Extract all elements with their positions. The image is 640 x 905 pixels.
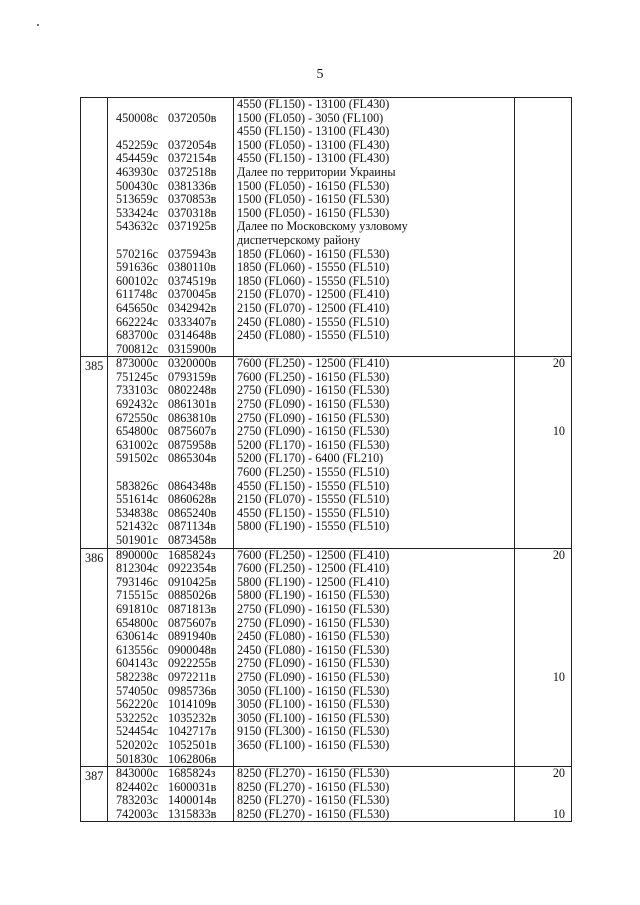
latitude: 533424с [116, 206, 158, 220]
flight-level-range: 7600 (FL250) - 12500 (FL410) [237, 562, 390, 576]
longitude: 0863810в [168, 411, 217, 425]
latitude: 562220с [116, 698, 158, 712]
waypoint-coordinates [108, 302, 233, 316]
waypoint-coordinates [108, 207, 233, 221]
waypoint-coordinates [108, 493, 233, 507]
remark-value [515, 781, 571, 795]
longitude: 0333407в [168, 315, 217, 329]
waypoint-coordinates [108, 220, 233, 234]
remark-value [515, 275, 571, 289]
waypoint-coordinates [108, 166, 233, 180]
remark-value [515, 180, 571, 194]
longitude: 0370045в [168, 288, 217, 302]
latitude: 751245с [116, 370, 158, 384]
latitude: 630614с [116, 630, 158, 644]
remark-value [515, 589, 571, 603]
waypoint-coordinates [108, 562, 233, 576]
waypoint-coordinates [108, 398, 233, 412]
remarks-cell [515, 357, 572, 548]
flight-level-range: 1850 (FL060) - 15550 (FL510) [237, 261, 390, 275]
page-number: 5 [316, 67, 324, 82]
remark-value [515, 452, 571, 466]
flight-level-range: 2750 (FL090) - 16150 (FL530) [237, 602, 390, 616]
waypoint-coordinates [108, 371, 233, 385]
remark-value [515, 98, 571, 112]
flight-level-range: диспетчерскому району [237, 233, 361, 247]
longitude: 0910425в [168, 575, 217, 589]
flight-level-range: 2750 (FL090) - 16150 (FL530) [237, 657, 390, 671]
flight-level-range: 1850 (FL060) - 15550 (FL510) [237, 274, 390, 288]
longitude: 0875958в [168, 438, 217, 452]
longitude: 1685824з [168, 767, 216, 781]
remark-value [515, 234, 571, 248]
flight-level-range: 7600 (FL250) - 12500 (FL410) [237, 548, 390, 562]
flight-level-range: 1500 (FL050) - 3050 (FL100) [237, 111, 384, 125]
flight-levels-cell [234, 767, 515, 822]
waypoint-coordinates [108, 125, 233, 139]
longitude: 0342942в [168, 301, 217, 315]
longitude: 1685824з [168, 548, 216, 562]
waypoint-coordinates [108, 808, 233, 822]
waypoint-coordinates [108, 466, 233, 480]
latitude: 513659с [116, 193, 158, 207]
latitude: 672550с [116, 411, 158, 425]
flight-level-range: Далее по Московскому узловому [237, 220, 408, 234]
remark-value [515, 112, 571, 126]
longitude: 0371925в [168, 220, 217, 234]
route-section [81, 767, 572, 822]
waypoint-coordinates [108, 576, 233, 590]
latitude: 551614с [116, 493, 158, 507]
flight-level-range: 1850 (FL060) - 16150 (FL530) [237, 247, 390, 261]
longitude: 0372518в [168, 165, 217, 179]
remark-value: 10 [552, 425, 565, 439]
longitude: 0372054в [168, 138, 217, 152]
route-number: 386 [81, 548, 108, 767]
waypoint-coordinates [108, 698, 233, 712]
longitude: 1014109в [168, 698, 217, 712]
remark-value [515, 166, 571, 180]
route-table-body [81, 98, 572, 822]
latitude: 742003с [116, 807, 158, 821]
flight-level-range: 1500 (FL050) - 16150 (FL530) [237, 179, 390, 193]
waypoint-coordinates [108, 139, 233, 153]
route-points-cell [108, 548, 234, 767]
waypoint-coordinates [108, 261, 233, 275]
scan-speck [37, 24, 39, 26]
remark-value [515, 412, 571, 426]
latitude: 631002с [116, 438, 158, 452]
latitude: 532252с [116, 711, 158, 725]
remark-value [515, 630, 571, 644]
remark-value [515, 207, 571, 221]
remarks-cell [515, 98, 572, 357]
waypoint-coordinates [108, 534, 233, 548]
remark-value [515, 343, 571, 357]
flight-level-range: 2150 (FL070) - 15550 (FL510) [237, 493, 390, 507]
latitude: 534838с [116, 506, 158, 520]
longitude: 0871813в [168, 602, 217, 616]
latitude: 611748с [116, 288, 158, 302]
remark-value: 20 [552, 357, 565, 371]
remark-value [515, 288, 571, 302]
latitude: 500430с [116, 179, 158, 193]
latitude: 654800с [116, 425, 158, 439]
remark-value [515, 248, 571, 262]
waypoint-coordinates [108, 234, 233, 248]
remark-value [515, 480, 571, 494]
flight-level-range: 2450 (FL080) - 15550 (FL510) [237, 315, 390, 329]
remark-value [515, 398, 571, 412]
flight-level-range: 9150 (FL300) - 16150 (FL530) [237, 725, 390, 739]
route-section [81, 98, 572, 357]
longitude: 0865240в [168, 506, 217, 520]
waypoint-coordinates [108, 603, 233, 617]
longitude: 0315900в [168, 342, 217, 356]
longitude: 1600031в [168, 780, 217, 794]
flight-level-range: 2450 (FL080) - 16150 (FL530) [237, 643, 390, 657]
route-number: 385 [81, 357, 108, 548]
waypoint-coordinates [108, 630, 233, 644]
latitude: 691810с [116, 602, 158, 616]
flight-level-range: 5800 (FL190) - 15550 (FL510) [237, 520, 390, 534]
waypoint-coordinates [108, 357, 233, 371]
longitude: 0314648в [168, 329, 217, 343]
waypoint-coordinates [108, 180, 233, 194]
latitude: 574050с [116, 684, 158, 698]
route-number [81, 98, 108, 357]
waypoint-coordinates [108, 617, 233, 631]
longitude: 1315833в [168, 807, 217, 821]
latitude: 604143с [116, 657, 158, 671]
latitude: 824402с [116, 780, 158, 794]
remark-value [515, 220, 571, 234]
longitude: 0372050в [168, 111, 217, 125]
longitude: 1042717в [168, 725, 217, 739]
remark-value [515, 507, 571, 521]
waypoint-coordinates [108, 316, 233, 330]
waypoint-coordinates [108, 152, 233, 166]
flight-level-range [234, 343, 514, 357]
waypoint-coordinates [108, 343, 233, 357]
flight-level-range: 1500 (FL050) - 13100 (FL430) [237, 138, 390, 152]
flight-level-range [234, 753, 514, 767]
route-number: 387 [81, 767, 108, 822]
longitude: 1062806в [168, 752, 217, 766]
remark-value [515, 329, 571, 343]
flight-level-range: 5800 (FL190) - 16150 (FL530) [237, 589, 390, 603]
remark-value: 20 [552, 767, 565, 781]
remark-value [515, 139, 571, 153]
longitude: 0861301в [168, 398, 217, 412]
latitude: 843000с [116, 767, 158, 781]
flight-level-range: Далее по территории Украины [237, 165, 396, 179]
longitude: 0922354в [168, 562, 217, 576]
remark-value [515, 739, 571, 753]
flight-level-range: 3650 (FL100) - 16150 (FL530) [237, 738, 390, 752]
flight-level-range: 5200 (FL170) - 6400 (FL210) [237, 452, 384, 466]
longitude: 0802248в [168, 384, 217, 398]
route-section [81, 357, 572, 548]
latitude: 524454с [116, 725, 158, 739]
flight-level-range: 3050 (FL100) - 16150 (FL530) [237, 698, 390, 712]
flight-level-range: 7600 (FL250) - 12500 (FL410) [237, 357, 390, 371]
waypoint-coordinates [108, 452, 233, 466]
waypoint-coordinates [108, 425, 233, 439]
waypoint-coordinates [108, 589, 233, 603]
remark-value [515, 302, 571, 316]
flight-level-range: 4550 (FL150) - 15550 (FL510) [237, 506, 390, 520]
waypoint-coordinates [108, 781, 233, 795]
longitude: 0972211в [168, 670, 216, 684]
latitude: 452259с [116, 138, 158, 152]
latitude: 783203с [116, 794, 158, 808]
flight-level-range: 2750 (FL090) - 16150 (FL530) [237, 398, 390, 412]
waypoint-coordinates [108, 384, 233, 398]
waypoint-coordinates [108, 671, 233, 685]
latitude: 454459с [116, 152, 158, 166]
waypoint-coordinates [108, 767, 233, 781]
flight-level-range: 2750 (FL090) - 16150 (FL530) [237, 616, 390, 630]
longitude: 0380110в [168, 261, 216, 275]
longitude: 0374519в [168, 274, 217, 288]
flight-levels-cell [234, 548, 515, 767]
waypoint-coordinates [108, 98, 233, 112]
flight-levels-cell [234, 98, 515, 357]
longitude: 0372154в [168, 152, 217, 166]
flight-level-range: 8250 (FL270) - 16150 (FL530) [237, 794, 390, 808]
longitude: 0864348в [168, 479, 217, 493]
remark-value [515, 562, 571, 576]
latitude: 463930с [116, 165, 158, 179]
longitude: 0381336в [168, 179, 217, 193]
latitude: 793146с [116, 575, 158, 589]
remark-value [515, 603, 571, 617]
waypoint-coordinates [108, 480, 233, 494]
flight-level-range: 3050 (FL100) - 16150 (FL530) [237, 711, 390, 725]
route-points-cell [108, 767, 234, 822]
flight-level-range: 5200 (FL170) - 16150 (FL530) [237, 438, 390, 452]
waypoint-coordinates [108, 112, 233, 126]
latitude: 654800с [116, 616, 158, 630]
remark-value [515, 794, 571, 808]
flight-levels-cell [234, 357, 515, 548]
waypoint-coordinates [108, 644, 233, 658]
waypoint-coordinates [108, 439, 233, 453]
longitude: 0922255в [168, 657, 217, 671]
flight-level-range: 2750 (FL090) - 16150 (FL530) [237, 425, 390, 439]
remark-value [515, 576, 571, 590]
remark-value [515, 493, 571, 507]
remark-value: 20 [552, 548, 565, 562]
remark-value [515, 534, 571, 548]
flight-level-range: 2150 (FL070) - 12500 (FL410) [237, 288, 390, 302]
latitude: 645650с [116, 301, 158, 315]
remark-value [515, 520, 571, 534]
remark-value [515, 685, 571, 699]
latitude: 733103с [116, 384, 158, 398]
longitude: 0793159в [168, 370, 217, 384]
route-section [81, 548, 572, 767]
flight-level-range: 2450 (FL080) - 16150 (FL530) [237, 630, 390, 644]
remark-value [515, 725, 571, 739]
remark-value [515, 125, 571, 139]
flight-level-range: 2750 (FL090) - 16150 (FL530) [237, 411, 390, 425]
longitude: 0375943в [168, 247, 217, 261]
waypoint-coordinates [108, 412, 233, 426]
waypoint-coordinates [108, 549, 233, 563]
flight-level-range: 7600 (FL250) - 16150 (FL530) [237, 370, 390, 384]
latitude: 662224с [116, 315, 158, 329]
longitude: 0875607в [168, 425, 217, 439]
remarks-cell [515, 548, 572, 767]
waypoint-coordinates [108, 275, 233, 289]
remark-value: 10 [552, 670, 565, 684]
waypoint-coordinates [108, 657, 233, 671]
waypoint-coordinates [108, 507, 233, 521]
flight-level-range: 8250 (FL270) - 16150 (FL530) [237, 780, 390, 794]
longitude: 0370318в [168, 206, 217, 220]
latitude: 582238с [116, 670, 158, 684]
longitude: 0860628в [168, 493, 217, 507]
remark-value [515, 261, 571, 275]
flight-level-range: 4550 (FL150) - 13100 (FL430) [237, 152, 390, 166]
remark-value [515, 193, 571, 207]
route-points-cell [108, 98, 234, 357]
remark-value [515, 384, 571, 398]
latitude: 591636с [116, 261, 158, 275]
remark-value [515, 657, 571, 671]
latitude: 683700с [116, 329, 158, 343]
latitude: 501830с [116, 752, 158, 766]
flight-level-range: 8250 (FL270) - 16150 (FL530) [237, 807, 390, 821]
waypoint-coordinates [108, 725, 233, 739]
longitude: 0871134в [168, 520, 216, 534]
remark-value [515, 644, 571, 658]
flight-level-range: 1500 (FL050) - 16150 (FL530) [237, 193, 390, 207]
remark-value [515, 617, 571, 631]
latitude: 600102с [116, 274, 158, 288]
flight-level-range: 2450 (FL080) - 15550 (FL510) [237, 329, 390, 343]
waypoint-coordinates [108, 248, 233, 262]
latitude: 812304с [116, 562, 158, 576]
waypoint-coordinates [108, 794, 233, 808]
flight-level-range: 5800 (FL190) - 12500 (FL410) [237, 575, 390, 589]
latitude: 521432с [116, 520, 158, 534]
remark-value: 10 [552, 807, 565, 821]
waypoint-coordinates [108, 288, 233, 302]
remark-value [515, 316, 571, 330]
longitude: 0985736в [168, 684, 217, 698]
remark-value [515, 698, 571, 712]
longitude: 0865304в [168, 452, 217, 466]
remark-value [515, 466, 571, 480]
flight-level-range: 8250 (FL270) - 16150 (FL530) [237, 767, 390, 781]
flight-level-range: 1500 (FL050) - 16150 (FL530) [237, 206, 390, 220]
waypoint-coordinates [108, 193, 233, 207]
flight-level-range [234, 534, 514, 548]
longitude: 1035232в [168, 711, 217, 725]
latitude: 890000с [116, 548, 158, 562]
waypoint-coordinates [108, 329, 233, 343]
longitude: 0370853в [168, 193, 217, 207]
latitude: 520202с [116, 738, 158, 752]
latitude: 543632с [116, 220, 158, 234]
latitude: 613556с [116, 643, 158, 657]
remark-value [515, 439, 571, 453]
waypoint-coordinates [108, 520, 233, 534]
latitude: 591502с [116, 452, 158, 466]
flight-level-range: 2150 (FL070) - 12500 (FL410) [237, 301, 390, 315]
flight-level-range: 4550 (FL150) - 13100 (FL430) [237, 125, 390, 139]
remark-value [515, 712, 571, 726]
longitude: 0875607в [168, 616, 217, 630]
remarks-cell [515, 767, 572, 822]
waypoint-coordinates [108, 712, 233, 726]
waypoint-coordinates [108, 753, 233, 767]
longitude: 0891940в [168, 630, 217, 644]
latitude: 501901с [116, 534, 158, 547]
longitude: 0320000в [168, 357, 217, 371]
flight-level-range: 2750 (FL090) - 16150 (FL530) [237, 384, 390, 398]
latitude: 570216с [116, 247, 158, 261]
latitude: 715515с [116, 589, 158, 603]
remark-value [515, 371, 571, 385]
remark-value [515, 753, 571, 767]
route-points-cell [108, 357, 234, 548]
longitude: 0873458в [168, 534, 217, 547]
waypoint-coordinates [108, 685, 233, 699]
remark-value [515, 152, 571, 166]
longitude: 1052501в [168, 738, 217, 752]
latitude: 692432с [116, 398, 158, 412]
latitude: 873000с [116, 357, 158, 371]
waypoint-coordinates [108, 739, 233, 753]
route-table [80, 97, 572, 822]
flight-level-range: 2750 (FL090) - 16150 (FL530) [237, 670, 390, 684]
latitude: 450008с [116, 111, 158, 125]
flight-level-range: 4550 (FL150) - 15550 (FL510) [237, 479, 390, 493]
longitude: 0900048в [168, 643, 217, 657]
flight-level-range: 4550 (FL150) - 13100 (FL430) [237, 98, 390, 111]
flight-level-range: 7600 (FL250) - 15550 (FL510) [237, 466, 390, 480]
longitude: 0885026в [168, 589, 217, 603]
flight-level-range: 3050 (FL100) - 16150 (FL530) [237, 684, 390, 698]
latitude: 583826с [116, 479, 158, 493]
longitude: 1400014в [168, 794, 217, 808]
latitude: 700812с [116, 342, 158, 356]
